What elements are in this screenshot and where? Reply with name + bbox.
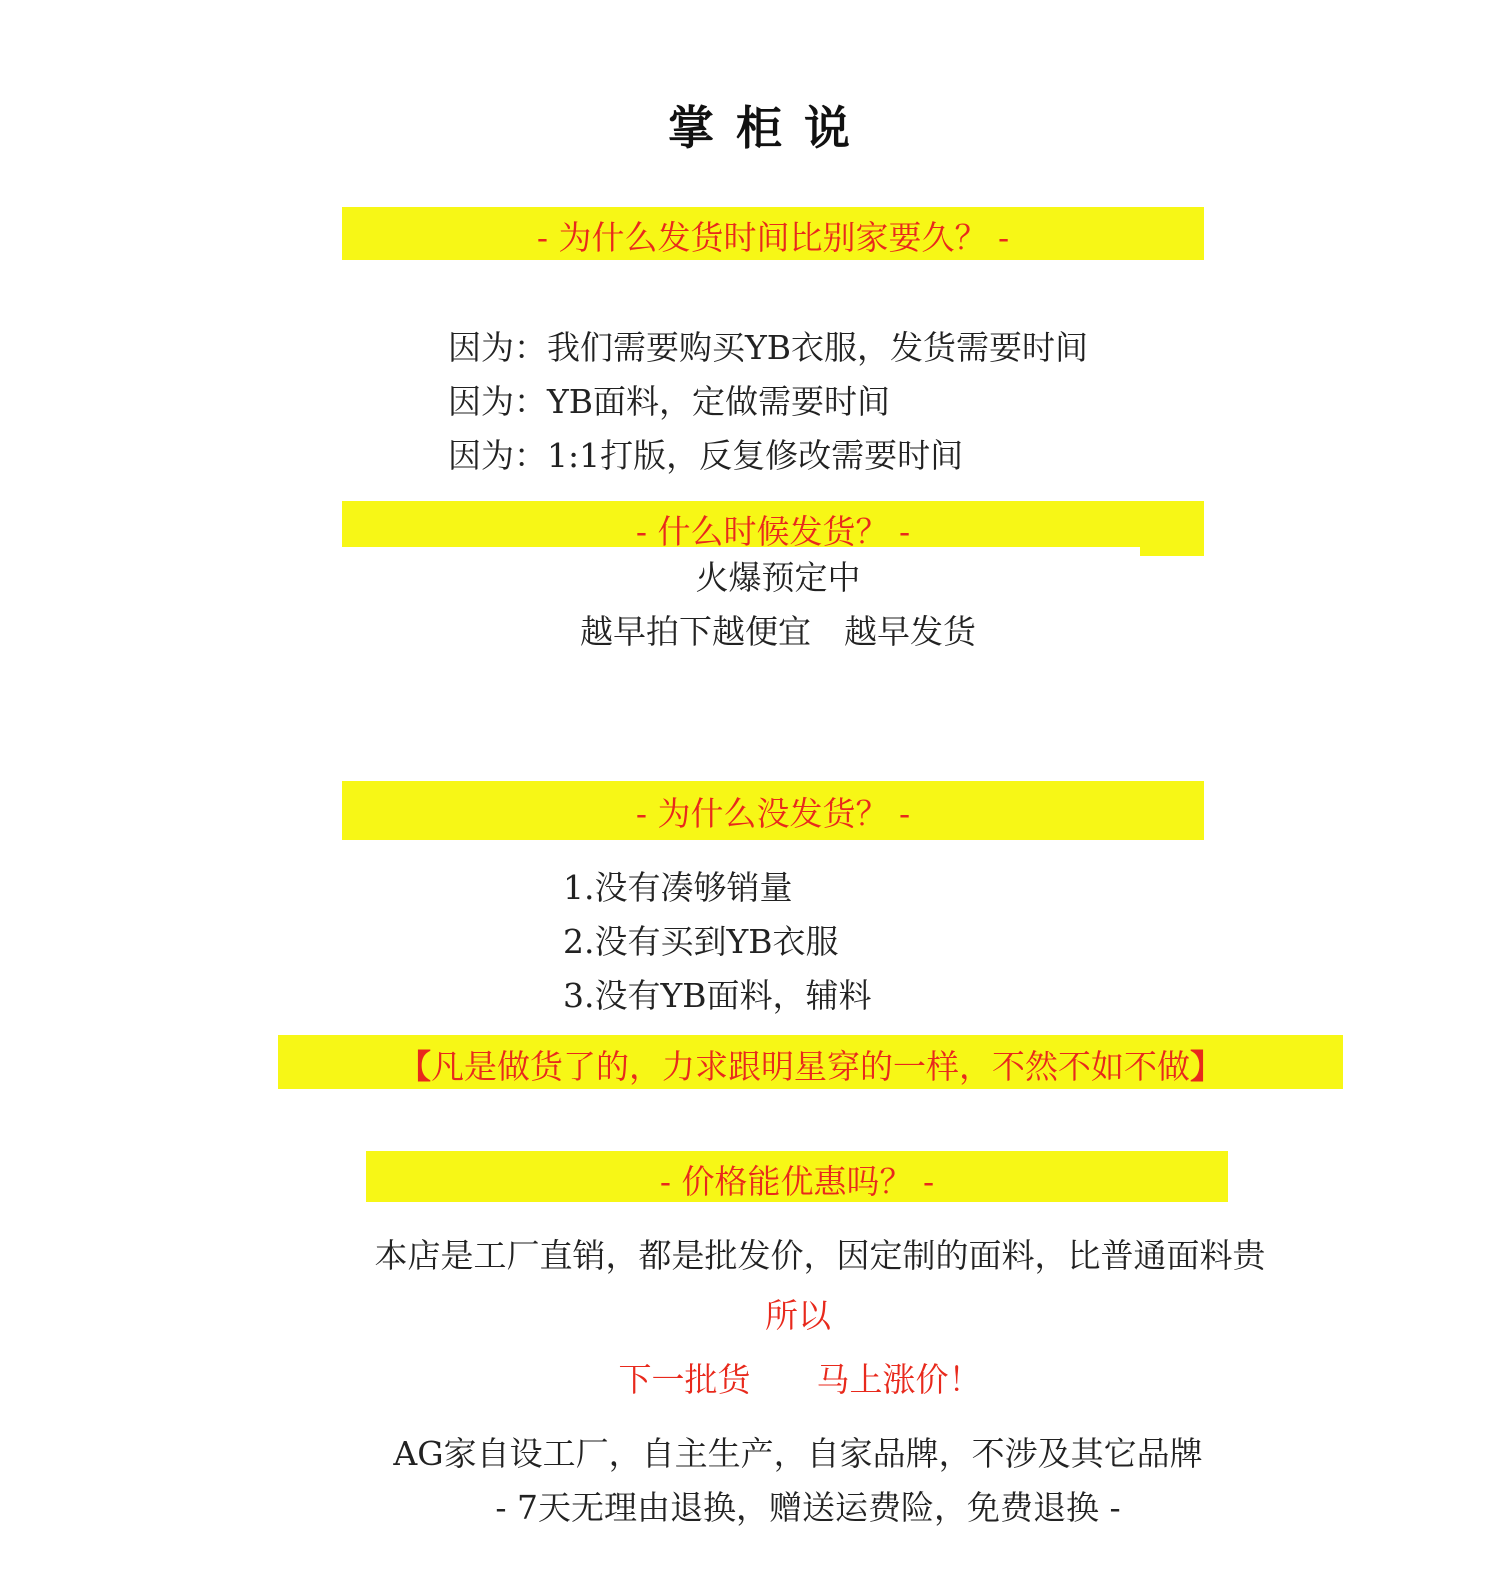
price-line-4: AG家自设工厂，自主生产，自家品牌，不涉及其它品牌 (393, 1434, 1203, 1473)
why-not-line-3: 3.没有YB面料，辅料 (563, 976, 872, 1015)
section-why-not-heading: - 为什么没发货？ - (635, 794, 911, 833)
delay-line-1: 因为：我们需要购买YB衣服，发货需要时间 (448, 328, 1089, 367)
price-line-1: 本店是工厂直销，都是批发价，因定制的面料，比普通面料贵 (374, 1236, 1266, 1275)
left-bracket-icon: 【 (398, 1047, 431, 1086)
why-not-line-1: 1.没有凑够销量 (563, 868, 793, 907)
section-delay-heading: - 为什么发货时间比别家要久？ - (536, 218, 1010, 257)
delay-line-2: 因为：YB面料，定做需要时间 (448, 382, 891, 421)
price-line-3: 下一批货 马上涨价！ (618, 1360, 982, 1399)
price-line-5: - 7天无理由退换，赠送运费险，免费退换 - (495, 1488, 1121, 1527)
price-line-2: 所以 (765, 1296, 831, 1335)
promise-text: 凡是做货了的，力求跟明星穿的一样，不然不如不做 (431, 1047, 1190, 1086)
promise-text-row (278, 1041, 1343, 1088)
when-line-2: 越早拍下越便宜 越早发货 (580, 612, 976, 651)
page-title: 掌柜说 (668, 101, 872, 155)
section-when-heading: - 什么时候发货？ - (635, 512, 911, 551)
section-price-heading: - 价格能优惠吗？ - (659, 1162, 935, 1201)
when-line-1: 火爆预定中 (695, 558, 861, 597)
why-not-line-2: 2.没有买到YB衣服 (563, 922, 839, 961)
delay-line-3: 因为：1:1打版，反复修改需要时间 (448, 436, 964, 475)
right-bracket-icon: 】 (1190, 1047, 1223, 1086)
